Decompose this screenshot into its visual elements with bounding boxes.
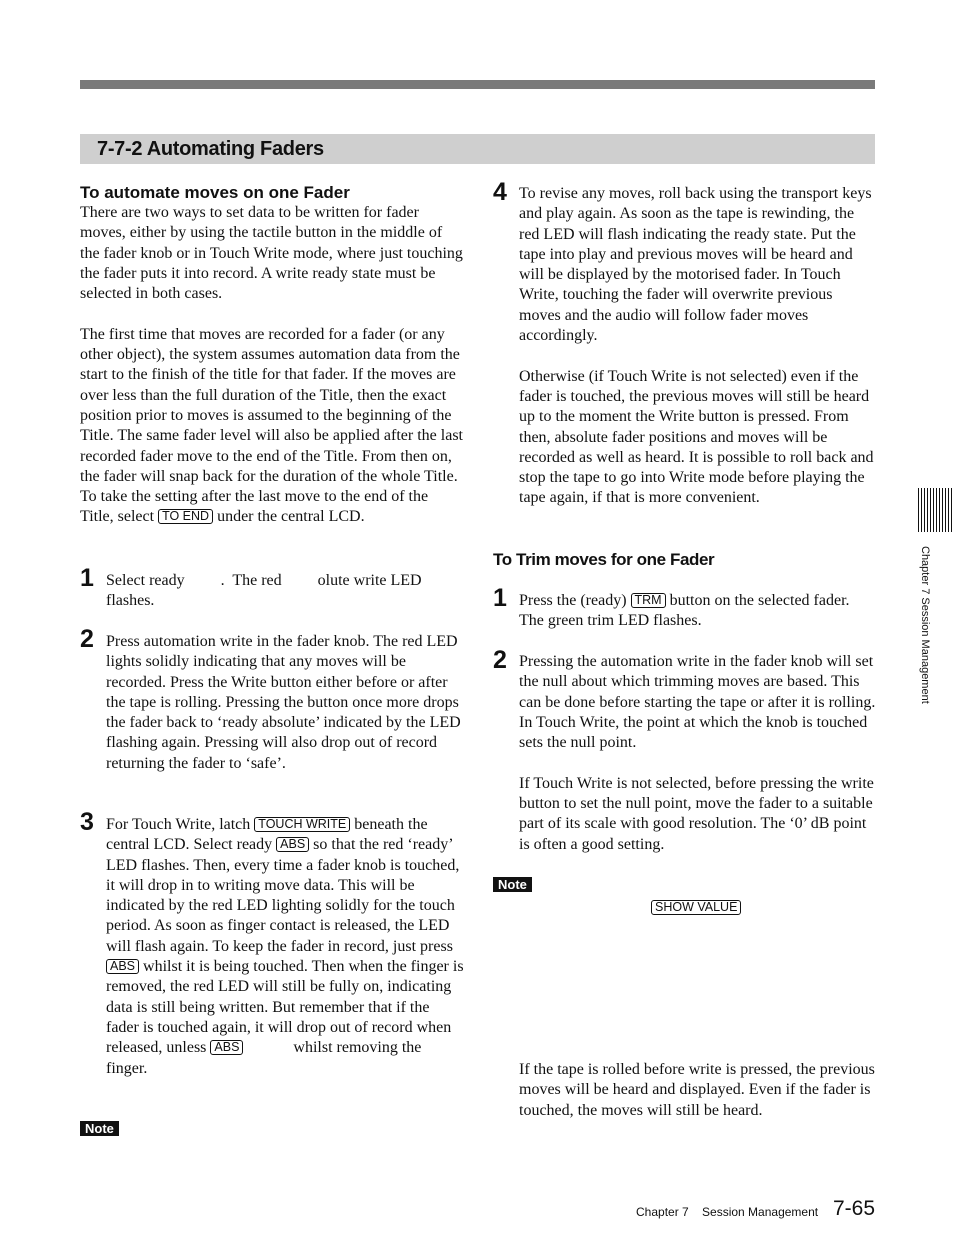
step-paragraph: To revise any moves, roll back using the transport keys and play again. As soon as the tape is rewinding, the red LED will flash indicating the ready state. Put the tape into play and previous moves will be heard and will be displayed by the motorised fader. In Touch Write, touching the fader will overwrite previous moves and the audio will follow fader moves accordingly.	[519, 185, 872, 345]
right-heading: To Trim moves for one Fader	[493, 550, 715, 569]
step-text: Select ready . The red olute write LED flashes.	[106, 572, 426, 610]
left-paragraph-2-text: The first time that moves are recorded for a fader (or any other object), the system assumes automation data from the start to the finish of the title for that fader. If the moves are over less than the full duration of the Title, then the exact position prior to moves is assumed to the beginning of the Title. The same fader level will also be applied after the last recorded fader move to the end of the Title. From then on, the fader will snap back for the duration of the whole Title. To take the setting after the last move to the end of the Title, select	[80, 325, 463, 526]
step-text-part: Press the (ready)	[519, 592, 627, 609]
step-number: 4	[493, 178, 507, 206]
abs-key: ABS	[106, 959, 139, 974]
step-paragraph: Pressing the automation write in the fader knob will set the null about which trimming moves are based. This can be done before starting the tape or after it is rolling. In Touch Write, the point at which the knob is touched sets the null point.	[519, 653, 876, 752]
left-heading: To automate moves on one Fader	[80, 183, 350, 202]
step-number: 2	[80, 625, 94, 653]
side-chapter-label: Chapter 7 Session Management	[919, 546, 931, 704]
step-text-part: whilst it is being touched. Then when the finger is removed, the red LED will still be fully on, indicating data is still being written. But remember that if the fader is touched again, it will drop out of record when released, unless	[106, 958, 464, 1057]
abs-key: ABS	[276, 837, 309, 852]
top-rule	[80, 80, 875, 89]
abs-key: ABS	[210, 1040, 243, 1055]
step-text	[519, 184, 877, 509]
step-paragraph: If Touch Write is not selected, before pressing the write button to set the null point, move the fader to a suitable part of its scale with good resolution. The ‘0’ dB point is often a good setting.	[519, 774, 874, 853]
touch-write-key: TOUCH WRITE	[254, 817, 350, 832]
left-paragraph-2-tail: under the central LCD.	[217, 508, 365, 526]
step-text-part: so that the red ‘ready’ LED flashes. Then, every time a fader knob is touched, it will drop in to writing move data. This will be indicated by the red LED lighting solidly for the touch period. As soon as finger contact is released, the LED will flash again. To keep the fader in record, just press	[106, 836, 460, 955]
step-number: 2	[493, 646, 507, 674]
chapter-thumb-tab	[918, 488, 954, 532]
to-end-key: TO END	[158, 509, 213, 524]
step-text	[106, 815, 464, 1079]
right-final-paragraph: If the tape is rolled before write is pressed, the previous moves will be heard and displayed. Even if the fader is touched, the moves will still be heard.	[519, 1061, 875, 1119]
step-number: 3	[80, 808, 94, 836]
left-note-label: Note	[80, 1121, 119, 1136]
step-number: 1	[493, 584, 507, 612]
step-text	[519, 591, 877, 632]
step-text	[519, 652, 877, 855]
footer-chapter: Chapter 7 Session Management	[636, 1205, 819, 1219]
step-paragraph: Otherwise (if Touch Write is not selected) even if the fader is touched, the previous moves will still be heard up to the moment the Write button is pressed. From then, absolute fader positions and moves will be recorded as well as heard. It is possible to roll back and stop the tape to go into Write mode before playing the tape again, if that is more convenient.	[519, 367, 874, 507]
step-number: 1	[80, 564, 94, 592]
left-paragraph-1: There are two ways to set data to be written for fader moves, either by using the tactile button in the middle of the fader knob or in Touch Write mode, where just touching the fader puts it into record. A write ready state must be selected in both cases.	[80, 204, 463, 303]
right-note-label: Note	[493, 877, 532, 892]
step-text-part: whilst removing the finger.	[106, 1039, 422, 1077]
step-text: Press automation write in the fader knob. The red LED lights solidly indicating that any moves will be recorded. Press the Write button either before or after the tape is rolling. Pressing the button once more drops the fader back to ‘ready absolute’ indicated by the LED flashing again. Pressing will also drop out of record returning the fader to ‘safe’.	[106, 633, 461, 772]
section-title: 7-7-2 Automating Faders	[97, 138, 324, 160]
step-text-part: For Touch Write, latch	[106, 816, 251, 833]
show-value-key: SHOW VALUE	[651, 900, 741, 915]
trm-key: TRM	[631, 593, 666, 608]
step-text-part: beneath the central LCD. Select ready	[106, 816, 428, 854]
step-text-part: button on the selected fader. The green trim LED flashes.	[519, 592, 850, 630]
left-paragraph-2	[80, 325, 465, 528]
section-header-bar	[80, 134, 875, 164]
page-number: 7-65	[833, 1197, 876, 1220]
left-intro	[80, 183, 465, 528]
